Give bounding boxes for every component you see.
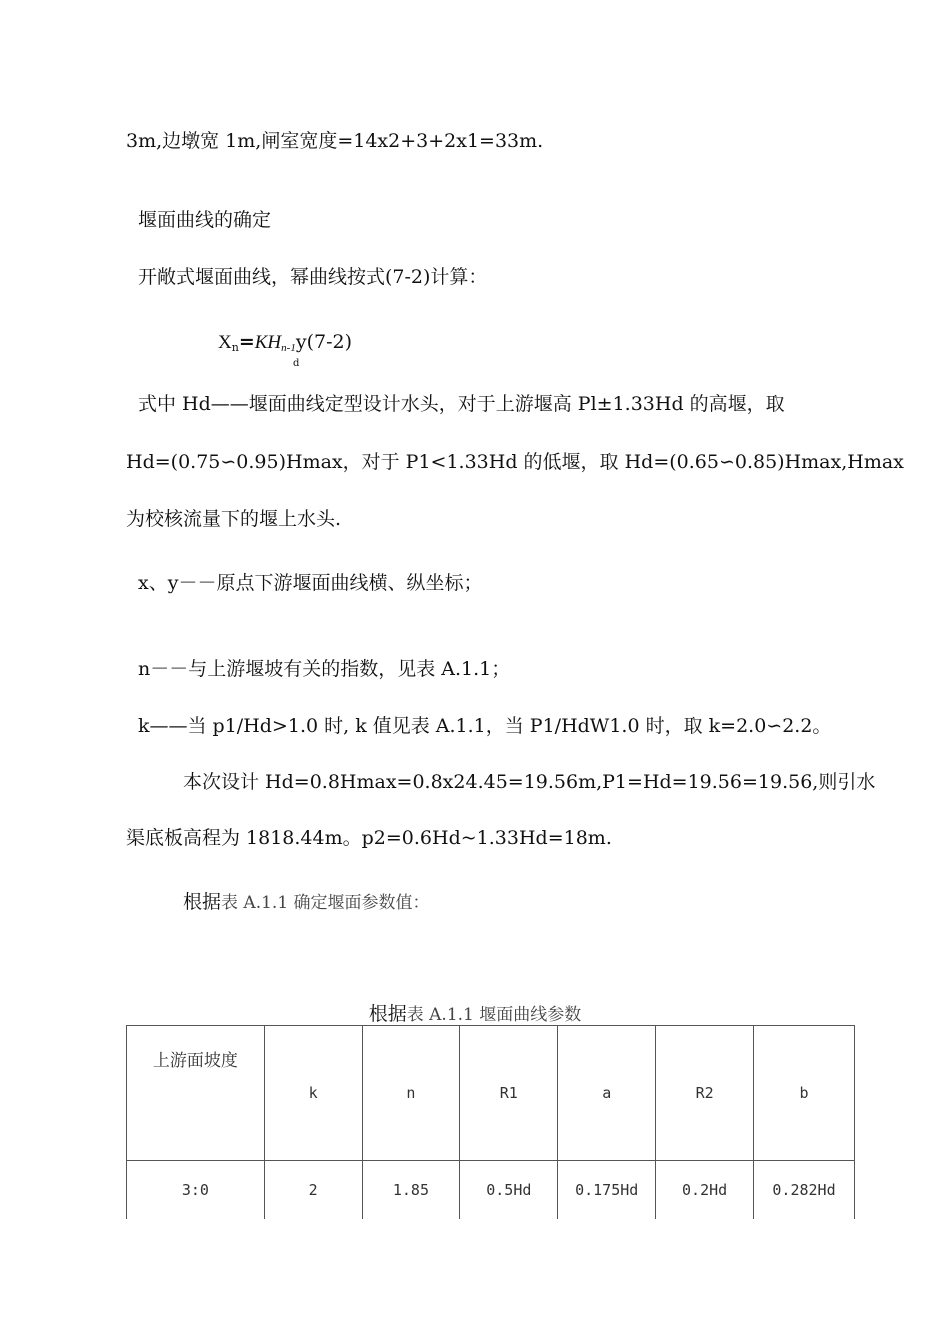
- paragraph-table-ref: [183, 890, 430, 915]
- table-cell: 0.282Hd: [754, 1161, 855, 1220]
- header-cell: n: [362, 1026, 460, 1161]
- header-cell: R1: [460, 1026, 558, 1161]
- table-caption: [0, 1002, 950, 1027]
- table-ref-prefix: 根据: [183, 891, 222, 913]
- table-cell: 0.2Hd: [656, 1161, 754, 1220]
- formula-d-sub: d: [293, 358, 300, 369]
- formula-kh-sub: n-1: [281, 342, 296, 354]
- table-row: [127, 1161, 855, 1220]
- formula-x-sub: n: [231, 341, 239, 354]
- table-ref-text: 表 A.1.1 确定堰面参数值：: [221, 893, 430, 913]
- table-caption-text: 表 A.1.1 堰面曲线参数: [406, 1005, 582, 1025]
- paragraph-hd-range: Hd=(0.75∽0.95)Hmax，对于 P1<1.33Hd 的低堰，取 Hd=(0.65∽0.85)Hmax,Hmax: [126, 451, 904, 473]
- formula-y: y: [295, 331, 307, 353]
- section-heading-weir-curve: 堰面曲线的确定: [138, 209, 272, 231]
- table-cell: 2: [264, 1161, 362, 1220]
- paragraph-n: n－－与上游堰坡有关的指数，见表 A.1.1；: [138, 658, 511, 680]
- table-header-row: [127, 1026, 855, 1161]
- header-cell: a: [558, 1026, 656, 1161]
- paragraph-hmax: 为校核流量下的堰上水头.: [126, 508, 342, 530]
- paragraph-design: 本次设计 Hd=0.8Hmax=0.8x24.45=19.56m,P1=Hd=19.56=19.56,则引水: [183, 771, 876, 793]
- paragraph-gate-width: 3m,边墩宽 1m,闸室宽度=14x2+3+2x1=33m.: [126, 130, 544, 152]
- header-cell: b: [754, 1026, 855, 1161]
- weir-params-table: [126, 1025, 855, 1219]
- table-cell: 0.5Hd: [460, 1161, 558, 1220]
- paragraph-k: k——当 p1/Hd>1.0 时, k 值见表 A.1.1，当 P1/HdW1.0 时，取 k=2.0∽2.2。: [138, 715, 832, 737]
- formula-eq: =: [238, 331, 255, 353]
- paragraph-xy: x、y－－原点下游堰面曲线横、纵坐标；: [138, 572, 483, 594]
- formula-kh: KH: [254, 332, 282, 353]
- formula-label: (7-2): [306, 331, 352, 353]
- paragraph-hd-definition: 式中 Hd——堰面曲线定型设计水头，对于上游堰高 Pl±1.33Hd 的高堰，取: [138, 393, 785, 415]
- formula-7-2: [218, 330, 352, 369]
- formula-x: X: [218, 332, 232, 353]
- table-cell: 1.85: [362, 1161, 460, 1220]
- header-cell: R2: [656, 1026, 754, 1161]
- paragraph-elevation: 渠底板高程为 1818.44m。p2=0.6Hd~1.33Hd=18m.: [126, 827, 612, 849]
- table-cell: 0.175Hd: [558, 1161, 656, 1220]
- table-caption-prefix: 根据: [368, 1003, 407, 1025]
- header-cell: k: [264, 1026, 362, 1161]
- table-cell: 3:0: [127, 1161, 265, 1220]
- header-cell: 上游面坡度: [127, 1026, 265, 1161]
- paragraph-power-curve: 开敞式堰面曲线，幂曲线按式(7-2)计算：: [138, 266, 488, 288]
